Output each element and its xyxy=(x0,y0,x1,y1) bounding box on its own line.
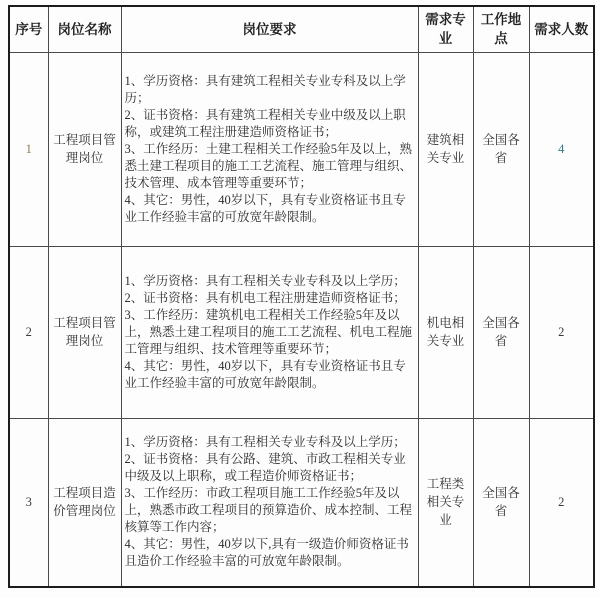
table-row xyxy=(9,418,594,587)
requirement-item: 2、证书资格：具有机电工程注册建造师资格证书； xyxy=(124,290,406,305)
requirement-item: 1、学历资格：具有工程相关专业专科及以上学历； xyxy=(124,273,406,288)
header-major: 需求专业 xyxy=(418,6,473,52)
count-cell: 2 xyxy=(529,246,594,418)
requirement-item: 2、证书资格：具有建筑工程相关专业中级及以上职称，或建筑工程注册建造师资格证书； xyxy=(124,107,406,139)
position-cell: 工程项目造价管理岗位 xyxy=(48,418,121,587)
job-positions-table xyxy=(8,5,595,588)
header-seq: 序号 xyxy=(9,6,48,52)
table-row xyxy=(9,246,594,418)
requirement-item: 3、工作经历：土建工程相关工作经验5年及以上，熟悉土建工程项目的施工工艺流程、施工管理与组织、技术管理、成本管理等重要环节； xyxy=(124,141,413,190)
header-position: 岗位名称 xyxy=(48,6,121,52)
location-cell: 全国各省 xyxy=(473,246,529,418)
header-requirements: 岗位要求 xyxy=(121,6,418,52)
location-cell: 全国各省 xyxy=(473,52,529,246)
requirement-item: 2、证书资格：具有公路、建筑、市政工程相关专业中级及以上职称，或工程造价师资格证书； xyxy=(124,452,406,484)
requirement-item: 1、学历资格：具有工程相关专业专科及以上学历； xyxy=(124,435,406,450)
major-cell: 建筑相关专业 xyxy=(418,52,473,246)
seq-cell: 2 xyxy=(9,246,48,418)
count-cell: 2 xyxy=(529,418,594,587)
seq-cell: 1 xyxy=(9,52,48,246)
requirement-item: 4、其它：男性，40岁以下，具有专业资格证书且专业工作经验丰富的可放宽年龄限制。 xyxy=(124,192,406,224)
header-location: 工作地点 xyxy=(473,6,529,52)
requirement-item: 3、工作经历：建筑机电工程相关工作经验5年及以上，熟悉土建工程项目的施工工艺流程、机电工程施工管理与组织、技术管理等重要环节； xyxy=(124,307,413,356)
position-cell: 工程项目管理岗位 xyxy=(48,246,121,418)
major-cell: 工程类相关专业 xyxy=(418,418,473,587)
requirement-item: 4、其它：男性，40岁以下，具有专业资格证书且专业工作经验丰富的可放宽年龄限制。 xyxy=(124,358,406,390)
position-cell: 工程项目管理岗位 xyxy=(48,52,121,246)
header-row xyxy=(9,6,594,52)
requirements-cell xyxy=(121,52,418,246)
location-cell: 全国各省 xyxy=(473,418,529,587)
major-cell: 机电相关专业 xyxy=(418,246,473,418)
seq-cell: 3 xyxy=(9,418,48,587)
header-count: 需求人数 xyxy=(529,6,594,52)
requirement-item: 1、学历资格：具有建筑工程相关专业专科及以上学历； xyxy=(124,73,406,105)
requirements-cell xyxy=(121,246,418,418)
count-cell: 4 xyxy=(529,52,594,246)
document-page xyxy=(8,5,593,586)
requirements-cell xyxy=(121,418,418,587)
requirement-item: 3、工作经历：市政工程项目施工工作经验5年及以上，熟悉市政工程项目的预算造价、成本控制、工程核算等工作内容； xyxy=(124,486,413,535)
table-row xyxy=(9,52,594,246)
requirement-item: 4、其它：男性，40岁以下,具有一级造价师资格证书且造价工作经验丰富的可放宽年龄限制。 xyxy=(124,537,409,569)
